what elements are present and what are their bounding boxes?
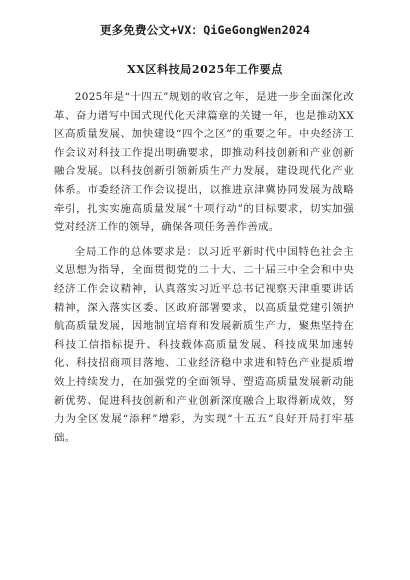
- paragraph: 全局工作的总体要求是：以习近平新时代中国特色社会主义思想为指导，全面贯彻党的二十大、二十届三中全会和中央经济工作会议精神，认真落实习近平总书记视察天津重要讲话精神，深入落实区委、区政府部署要求，以高质量党建引领护航高质量发展，因地制宜培育和发展新质生产力，聚焦坚持在科技工信指标提升、科技载体高质量发展、科技成果加速转化、科技招商项目落地、工业经济稳中求进和特色产业提质增效上持续发力，在加强党的全面领导、塑造高质量发展新动能新优势、促进科技创新和产业创新深度融合上取得新成效，努力为全区发展“添秤”增彩，为实现“十五五”良好开局打牢基础。: [54, 245, 354, 444]
- paragraph: 2025年是“十四五”规划的收官之年，是进一步全面深化改革、奋力谱写中国式现代化天津篇章的关键一年，也是推动XX区高质量发展、加快建设“四个之区”的重要之年。中央经济工作会议对科技工作提出明确要求，即推动科技创新和产业创新融合发展。以科技创新引领新质生产力发展，建设现代化产业体系。市委经济工作会议提出，以推进京津冀协同发展为战略牵引，扎实实施高质量发展“十项行动”的目标要求，切实加强党对经济工作的领导，确保各项任务善作善成。: [54, 91, 354, 234]
- document-body: [54, 88, 354, 449]
- document-title: XX区科技局2025年工作要点: [127, 63, 283, 76]
- promo-header: 更多免费公文+VX：QiGeGongWen2024: [99, 23, 311, 37]
